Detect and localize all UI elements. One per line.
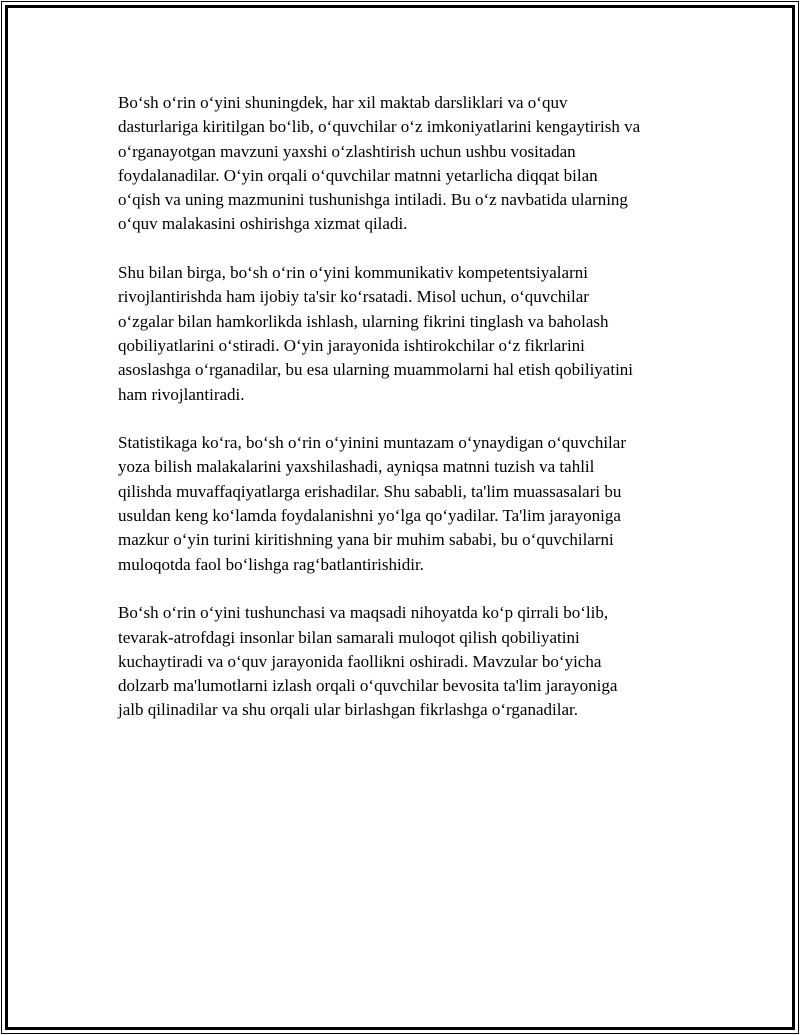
document-body [118, 91, 698, 747]
text-line: muloqotda faol bo‘lishga rag‘batlantirishidir. [118, 554, 424, 574]
text-line: jalb qilinadilar va shu orqali ular birlashgan fikrlashga o‘rganadilar. [118, 700, 578, 720]
text-line: Shu bilan birga, bo‘sh o‘rin o‘yini kommunikativ kompetentsiyalarni [118, 263, 588, 283]
paragraph-4 [118, 601, 698, 722]
paragraph-2 [118, 261, 698, 407]
text-line: ham rivojlantiradi. [118, 384, 245, 404]
paragraph-3 [118, 431, 698, 577]
text-line: Bo‘sh o‘rin o‘yini shuningdek, har xil maktab darsliklari va o‘quv [118, 93, 568, 112]
paragraph-1 [118, 91, 698, 237]
text-line: dolzarb ma'lumotlarni izlash orqali o‘quvchilar bevosita ta'lim jarayoniga [118, 676, 618, 696]
text-line: Statistikaga ko‘ra, bo‘sh o‘rin o‘yinini muntazam o‘ynaydigan o‘quvchilar [118, 433, 626, 453]
text-line: tevarak-atrofdagi insonlar bilan samarali muloqot qilish qobiliyatini [118, 627, 580, 647]
text-line: o‘quv malakasini oshirishga xizmat qiladi. [118, 214, 408, 234]
text-line: yoza bilish malakalarini yaxshilashadi, ayniqsa matnni tuzish va tahlil [118, 457, 595, 477]
text-line: rivojlantirishda ham ijobiy ta'sir ko‘rsatadi. Misol uchun, o‘quvchilar [118, 287, 589, 307]
text-line: qilishda muvaffaqiyatlarga erishadilar. Shu sababli, ta'lim muassasalari bu [118, 481, 622, 501]
text-line: Bo‘sh o‘rin o‘yini tushunchasi va maqsadi nihoyatda ko‘p qirrali bo‘lib, [118, 603, 609, 623]
text-line: kuchaytiradi va o‘quv jarayonida faollikni oshiradi. Mavzular bo‘yicha [118, 651, 602, 671]
text-line: usuldan keng ko‘lamda foydalanishni yo‘lga qo‘yadilar. Ta'lim jarayoniga [118, 506, 621, 526]
text-line: o‘qish va uning mazmunini tushunishga intiladi. Bu o‘z navbatida ularning [118, 190, 628, 210]
text-line: o‘zgalar bilan hamkorlikda ishlash, ularning fikrini tinglash va baholash [118, 311, 609, 331]
text-line: mazkur o‘yin turini kiritishning yana bir muhim sababi, bu o‘quvchilarni [118, 530, 614, 550]
text-line: o‘rganayotgan mavzuni yaxshi o‘zlashtirish uchun ushbu vositadan [118, 141, 576, 161]
text-line: qobiliyatlarini o‘stiradi. O‘yin jarayonida ishtirokchilar o‘z fikrlarini [118, 335, 585, 355]
text-line: asoslashga o‘rganadilar, bu esa ularning muammolarni hal etish qobiliyatini [118, 360, 634, 380]
text-line: dasturlariga kiritilgan bo‘lib, o‘quvchilar o‘z imkoniyatlarini kengaytirish va [118, 117, 641, 137]
text-line: foydalanadilar. O‘yin orqali o‘quvchilar matnni yetarlicha diqqat bilan [118, 165, 598, 185]
